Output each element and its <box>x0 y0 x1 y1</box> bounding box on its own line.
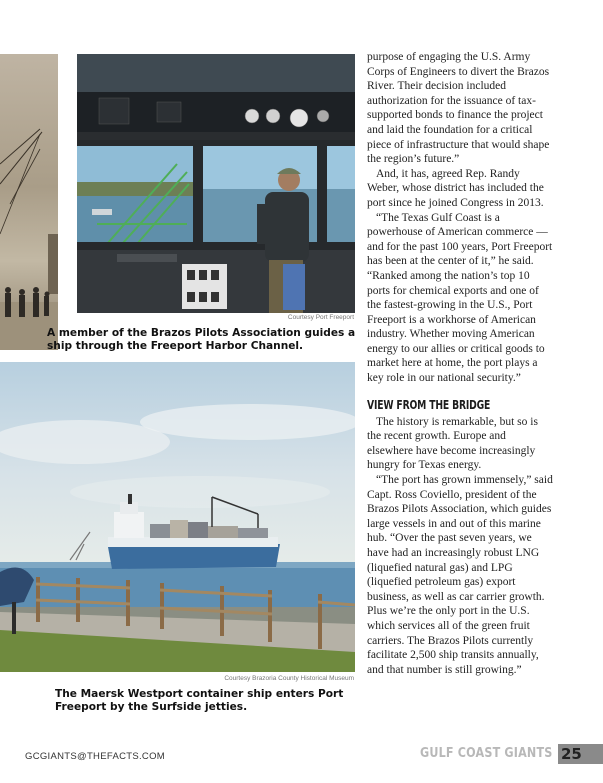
article-paragraph: The history is remarkable, but so is the recent growth. Europe and elsewhere have become increasingly hungry for Texas energy. <box>367 415 538 472</box>
page-number: 25 <box>558 744 603 764</box>
ship-photo <box>0 362 355 672</box>
historical-photo-fragment <box>0 54 58 350</box>
footer-email: GCGIANTS@THEFACTS.COM <box>25 751 165 762</box>
ship-photo-caption: The Maersk Westport container ship enters Port Freeport by the Surfside jetties. <box>55 688 344 713</box>
article-column <box>367 50 553 677</box>
bridge-photo-caption: A member of the Brazos Pilots Association guides a ship through the Freeport Harbor Channel. <box>47 327 356 352</box>
footer-publication-name: GULF COAST GIANTS <box>420 746 553 761</box>
ship-photo-credit: Courtesy Brazoria County Historical Museum <box>224 675 354 682</box>
bridge-photo <box>77 54 355 313</box>
article-paragraph: purpose of engaging the U.S. Army Corps of Engineers to divert the Brazos River. Their decision included authorization for the issuance of tax-supported bonds to finance the project and laid the foundation for a critical piece of infrastructure that would shape the region’s future.” <box>367 51 550 166</box>
article-paragraph: “The port has grown immensely,” said Capt. Ross Coviello, president of the Brazos Pilots Association, which guides large vessels in and out of this marine hub. “Over the past seven years, we have had an increasingly robust LNG (liquefied natural gas) and LPG (liquefied petroleum gas) export business, as well as car carrier growth. Plus we’re the only port in the U.S. which services all of the green fruit carriers. The Brazos Pilots currently facilitate 2,500 ship transits annually, and that number is still growing.” <box>367 474 553 676</box>
article-paragraph: And, it has, agreed Rep. Randy Weber, whose district has included the port since he joined Congress in 2013. <box>367 167 544 209</box>
bridge-photo-credit: Courtesy Port Freeport <box>287 314 354 321</box>
article-paragraph: “The Texas Gulf Coast is a powerhouse of American commerce — and for the past 100 years, Port Freeport has been at the center of it,” he said. “Ranked among the nation’s top 10 ports for chemical exports and one of the fastest-growing in the U.S., Port Freeport is a workhorse of American industry. Whether moving American energy to our allies or critical goods to market here at home, the port plays a key role in our national security.” <box>367 211 553 385</box>
section-subhead: VIEW FROM THE BRIDGE <box>367 396 491 412</box>
